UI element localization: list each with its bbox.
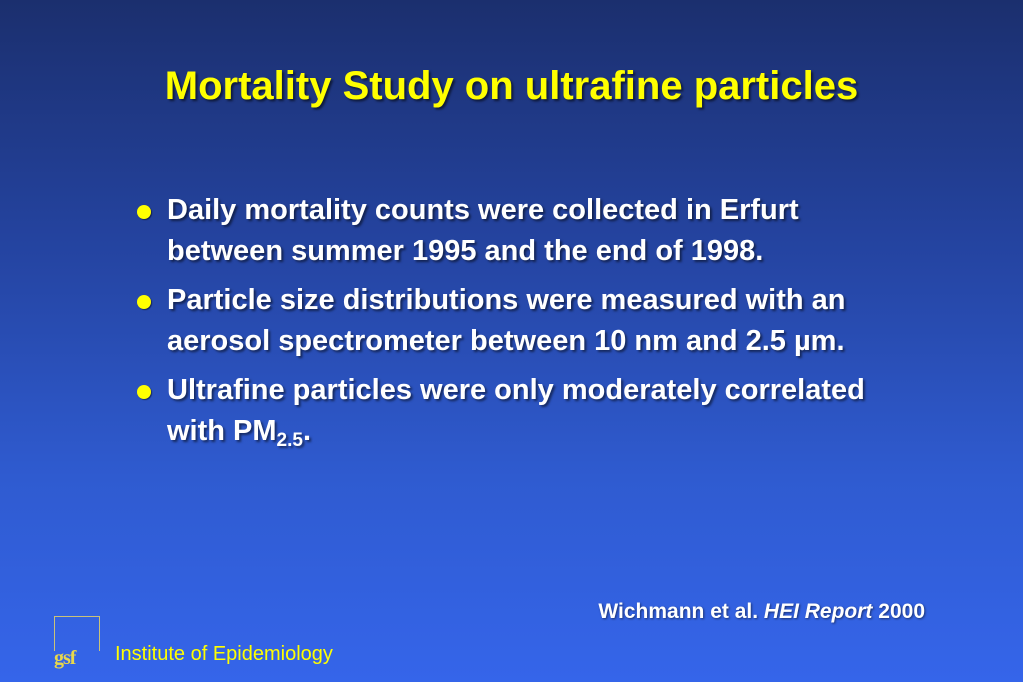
bullet-text: Ultrafine particles were only moderately correlated with PM bbox=[167, 374, 865, 447]
institute-label: Institute of Epidemiology bbox=[115, 643, 333, 665]
bullet-text-container bbox=[167, 374, 865, 451]
citation bbox=[598, 598, 925, 626]
bullet-dot-icon bbox=[137, 205, 151, 219]
gsf-logo bbox=[54, 616, 100, 668]
bullet-suffix: . bbox=[302, 415, 312, 447]
bullet-list bbox=[135, 190, 895, 460]
citation-authors: Wichmann et al. bbox=[598, 600, 759, 623]
slide-title: Mortality Study on ultrafine particles bbox=[164, 64, 859, 108]
logo-text: gsf bbox=[54, 647, 76, 669]
bullet-dot-icon bbox=[137, 385, 151, 399]
logo-frame bbox=[54, 616, 100, 651]
citation-journal: HEI Report bbox=[763, 600, 873, 623]
bullet-item bbox=[135, 190, 895, 272]
citation-year: 2000 bbox=[878, 600, 925, 623]
bullet-item bbox=[135, 370, 895, 452]
bullet-text: Daily mortality counts were collected in Erfurt between summer 1995 and the end of 1998. bbox=[167, 194, 799, 267]
pm-subscript: 2.5 bbox=[276, 430, 303, 451]
bullet-text: Particle size distributions were measured with an aerosol spectrometer between 10 nm and 2.5 µm. bbox=[167, 284, 846, 357]
bullet-item bbox=[135, 280, 895, 362]
bullet-dot-icon bbox=[137, 295, 151, 309]
